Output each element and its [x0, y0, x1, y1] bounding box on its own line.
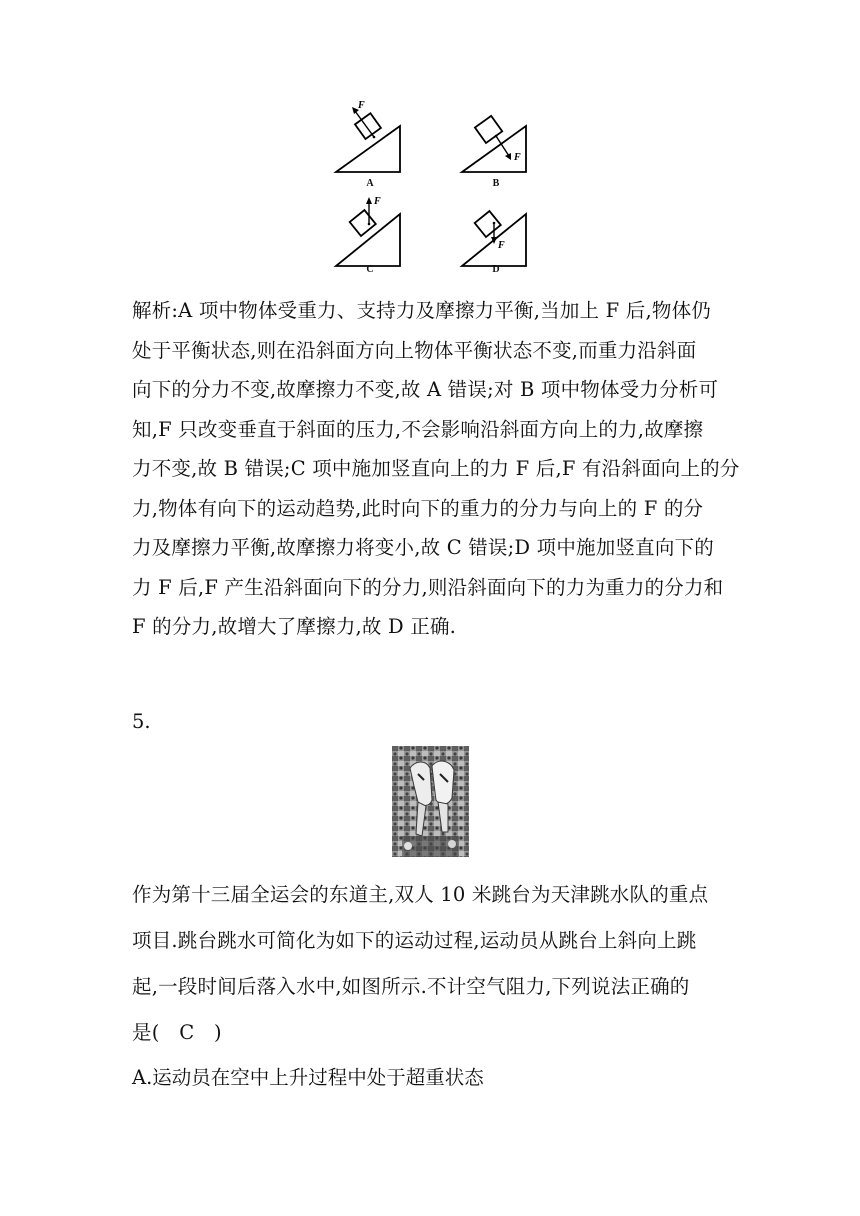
- analysis-line: 力不变,故 B 错误;C 项中施加竖直向上的力 F 后,F 有沿斜面向上的分: [132, 457, 740, 480]
- question-stem-line: 项目.跳台跳水可简化为如下的运动过程,运动员从跳台上斜向上跳: [132, 929, 697, 952]
- option-a: A.运动员在空中上升过程中处于超重状态: [132, 1066, 484, 1089]
- analysis-line: 知,F 只改变垂直于斜面的压力,不会影响沿斜面方向上的力,故摩擦: [132, 417, 704, 441]
- analysis-line: 解析:A 项中物体受重力、支持力及摩擦力平衡,当加上 F 后,物体仍: [132, 299, 711, 322]
- diagram-label-d: D: [492, 264, 500, 275]
- diagram-label-a: A: [366, 178, 374, 189]
- force-label-b: F: [514, 152, 521, 163]
- analysis-line: 力,物体有向下的运动趋势,此时向下的重力的分力与向上的 F 的分: [132, 496, 704, 520]
- diagram-b: [456, 96, 536, 178]
- incline-force-diagrams: [330, 96, 542, 280]
- force-label-c: F: [374, 196, 381, 207]
- diagram-a-figure: [330, 96, 410, 178]
- analysis-line: 向下的分力不变,故摩擦力不变,故 A 错误;对 B 项中物体受力分析可: [132, 378, 719, 401]
- diagram-a: [330, 96, 410, 178]
- analysis-line: F 的分力,故增大了摩擦力,故 D 正确.: [132, 615, 457, 638]
- question-number: 5.: [132, 710, 151, 733]
- analysis-line: 力及摩擦力平衡,故摩擦力将变小,故 C 错误;D 项中施加竖直向下的: [132, 536, 714, 559]
- diagram-b-figure: [456, 96, 536, 178]
- force-label-a: F: [358, 100, 365, 111]
- question-stem-line: 起,一段时间后落入水中,如图所示.不计空气阻力,下列说法正确的: [132, 975, 690, 998]
- question-stem-line: 是( C ): [132, 1021, 222, 1044]
- analysis-paragraph: [132, 291, 740, 647]
- question-stem-line: 作为第十三届全运会的东道主,双人 10 米跳台为天津跳水队的重点: [132, 883, 709, 906]
- divers-photo: [392, 746, 469, 857]
- diagram-label-c: C: [366, 264, 374, 275]
- diagram-label-b: B: [492, 178, 500, 189]
- question-stem: [132, 872, 732, 1056]
- analysis-line: 力 F 后,F 产生沿斜面向下的分力,则沿斜面向下的力为重力的分力和: [132, 575, 724, 599]
- force-label-d: F: [498, 240, 505, 251]
- diagram-d-figure: [456, 196, 536, 270]
- diagram-c-figure: [330, 196, 410, 270]
- analysis-line: 处于平衡状态,则在沿斜面方向上物体平衡状态不变,而重力沿斜面: [132, 338, 697, 362]
